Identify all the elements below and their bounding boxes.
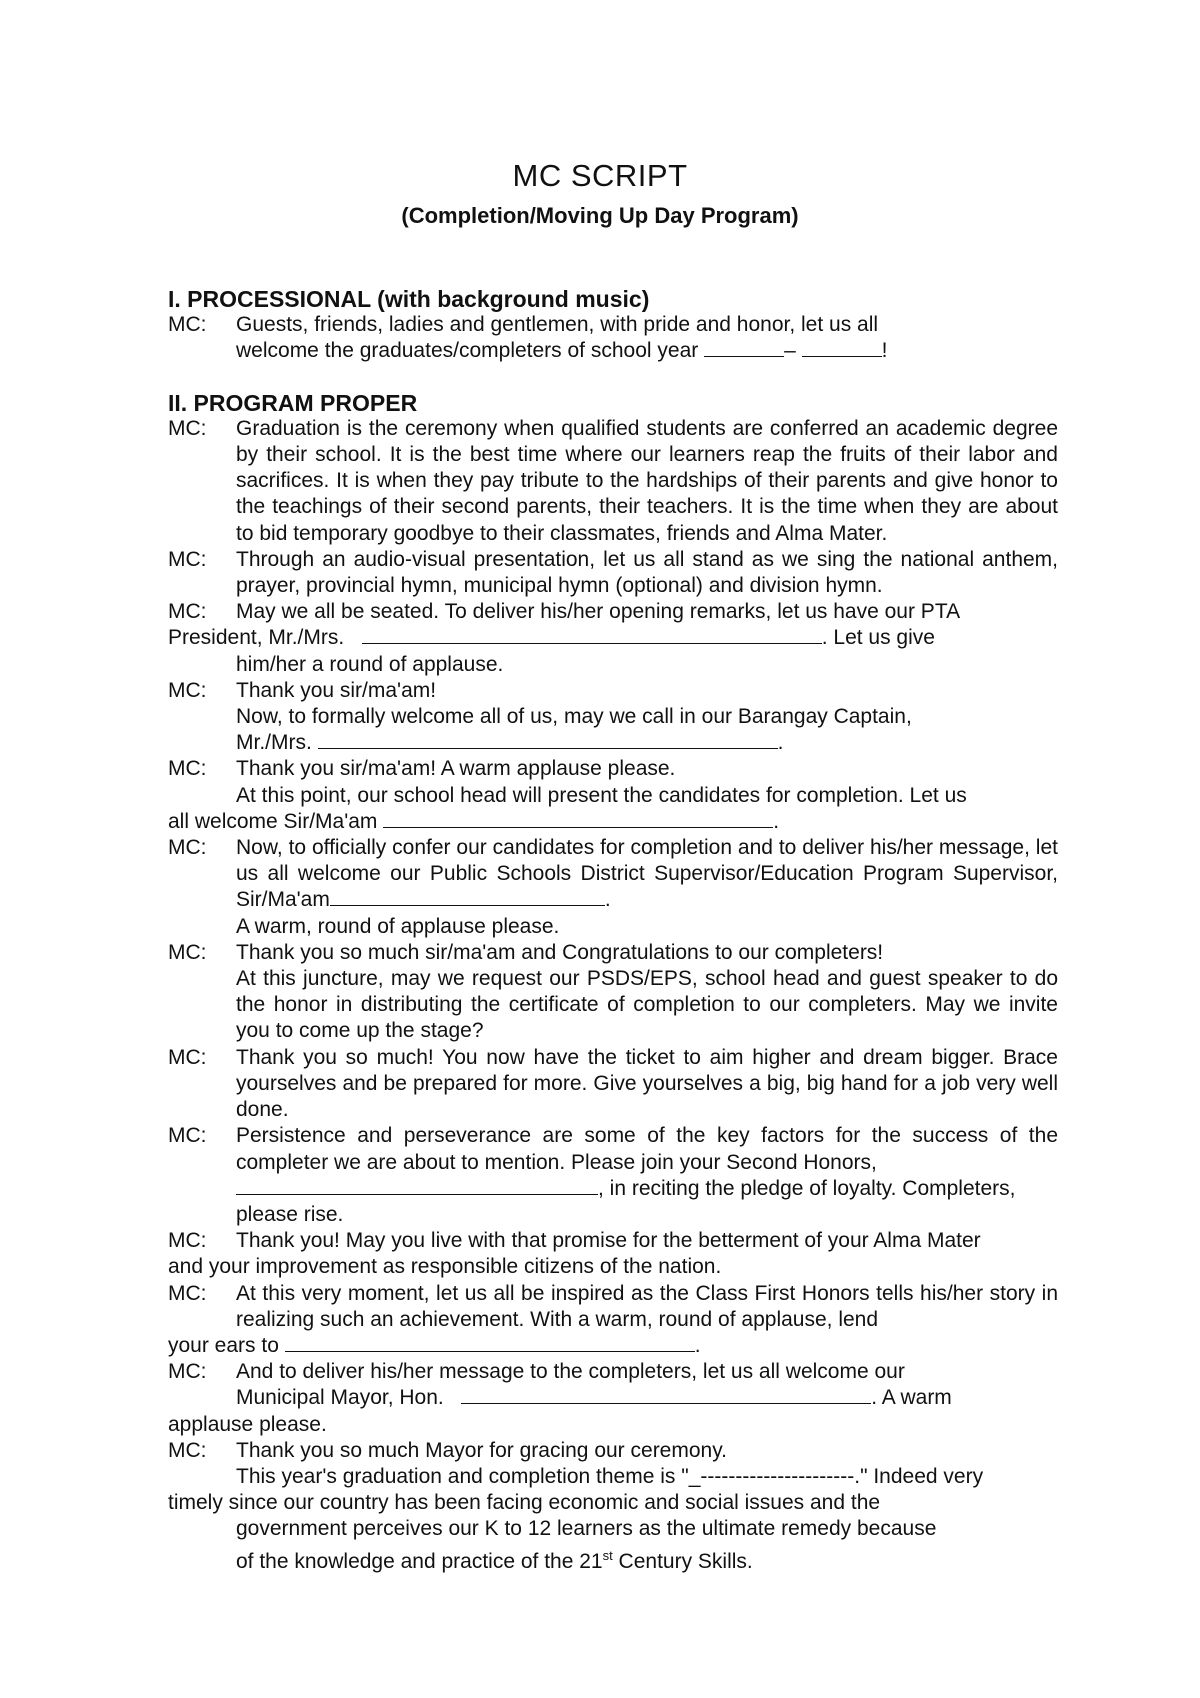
fill-blank (285, 1333, 695, 1352)
paragraph: your ears to . (168, 1333, 701, 1357)
mc-entry (168, 547, 1058, 599)
mc-label: MC: (168, 1045, 207, 1069)
mc-label: MC: (168, 313, 207, 337)
mc-label: MC: (168, 1229, 207, 1253)
mc-entry (168, 599, 1058, 625)
mc-entry (168, 1045, 1058, 1124)
fill-blank (704, 338, 784, 357)
paragraph: May we all be seated. To deliver his/her opening remarks, let us have our PTA (236, 600, 961, 624)
paragraph: At this juncture, may we request our PSDS/EPS, school head and guest speaker to do the honor in distributing the certificate of completion to our completers. May we invite you to come up the stage? (236, 967, 1058, 1043)
paragraph: of the knowledge and practice of the 21st Century Skills. (236, 1547, 753, 1573)
fill-blank (236, 1176, 598, 1195)
paragraph: A warm, round of applause please. (236, 914, 560, 938)
mc-label: MC: (168, 547, 207, 571)
paragraph: and your improvement as responsible citizens of the nation. (168, 1255, 722, 1279)
mc-label: MC: (168, 678, 207, 702)
mc-label: MC: (168, 836, 207, 860)
paragraph: Persistence and perseverance are some of the key factors for the success of the completer we are about to mention. Please join your Second Honors, (236, 1124, 1058, 1174)
paragraph: welcome the graduates/completers of school year – ! (236, 339, 888, 363)
mc-label: MC: (168, 1281, 207, 1305)
paragraph: Thank you sir/ma'am! (236, 678, 437, 702)
mc-entry (168, 678, 1058, 757)
document-body (168, 286, 1058, 1575)
mc-entry (168, 312, 1058, 364)
section-heading-program-proper: II. PROGRAM PROPER (168, 389, 418, 416)
paragraph: timely since our country has been facing economic and social issues and the (168, 1491, 881, 1515)
paragraph: Thank you sir/ma'am! A warm applause please. (236, 757, 676, 781)
paragraph: Graduation is the ceremony when qualified students are conferred an academic degree by their school. It is the best time where our learners reap the fruits of their labor and sacrifices. It is when they pay tribute to the hardships of their parents and give honor to the teachings of their second parents, their teachers. It is the time when they are about to bid temporary goodbye to their classmates, friends and Alma Mater. (236, 416, 1058, 545)
paragraph: At this point, our school head will present the candidates for completion. Let us (236, 783, 967, 807)
paragraph: Municipal Mayor, Hon. . A warm (236, 1386, 952, 1410)
mc-entry (168, 756, 1058, 782)
section-heading-processional: I. PROCESSIONAL (with background music) (168, 286, 650, 312)
paragraph: applause please. (168, 1412, 327, 1436)
mc-entry (168, 1359, 1058, 1411)
fill-blank (318, 730, 778, 749)
paragraph: And to deliver his/her message to the completers, let us all welcome our (236, 1360, 905, 1384)
paragraph: Thank you so much sir/ma'am and Congratulations to our completers! (236, 940, 884, 964)
paragraph: Thank you so much Mayor for gracing our ceremony. (236, 1438, 727, 1462)
mc-label: MC: (168, 940, 207, 964)
fill-blank (461, 1385, 871, 1404)
paragraph: , in reciting the pledge of loyalty. Completers, (236, 1176, 1058, 1202)
paragraph: all welcome Sir/Ma'am . (168, 809, 780, 833)
paragraph: Thank you! May you live with that promise for the betterment of your Alma Mater (236, 1229, 981, 1253)
mc-label: MC: (168, 757, 207, 781)
mc-label: MC: (168, 600, 207, 624)
mc-entry (168, 940, 1058, 1045)
paragraph: Guests, friends, ladies and gentlemen, with pride and honor, let us all (236, 313, 879, 337)
mc-entry (168, 835, 1058, 940)
paragraph: Mr./Mrs. . (236, 731, 784, 755)
document-title: MC SCRIPT (512, 158, 688, 193)
mc-entry (168, 1281, 1058, 1333)
mc-label: MC: (168, 1124, 207, 1148)
paragraph: government perceives our K to 12 learners as the ultimate remedy because (236, 1517, 937, 1541)
paragraph: Now, to officially confer our candidates for completion and to deliver his/her message, let us all welcome our Public Schools District Supervisor/Education Program Supervisor, Sir/Ma'am . (236, 836, 1058, 912)
document-subtitle: (Completion/Moving Up Day Program) (401, 203, 799, 228)
mc-entry (168, 416, 1058, 547)
fill-blank (330, 887, 605, 906)
paragraph: please rise. (236, 1202, 344, 1226)
fill-blank (802, 338, 882, 357)
mc-label: MC: (168, 1360, 207, 1384)
paragraph: This year's graduation and completion theme is "_----------------------." Indeed very (236, 1464, 984, 1488)
mc-entry (168, 1438, 1058, 1490)
paragraph: Through an audio-visual presentation, let us all stand as we sing the national anthem, prayer, provincial hymn, municipal hymn (optional) and division hymn. (236, 547, 1058, 598)
mc-entry (168, 1228, 1058, 1254)
paragraph: Thank you so much! You now have the ticket to aim higher and dream bigger. Brace yourselves and be prepared for more. Give yourselves a big, big hand for a job very well done. (236, 1045, 1058, 1122)
paragraph: him/her a round of applause. (236, 652, 504, 676)
mc-entry (168, 1123, 1058, 1228)
paragraph: At this very moment, let us all be inspired as the Class First Honors tells his/her story in realizing such an achievement. With a warm, round of applause, lend (236, 1281, 1058, 1331)
fill-blank (383, 809, 773, 828)
mc-label: MC: (168, 416, 207, 440)
paragraph: Now, to formally welcome all of us, may we call in our Barangay Captain, (236, 705, 912, 729)
mc-label: MC: (168, 1438, 207, 1462)
fill-blank (362, 625, 822, 644)
paragraph: President, Mr./Mrs. . Let us give (168, 626, 935, 650)
